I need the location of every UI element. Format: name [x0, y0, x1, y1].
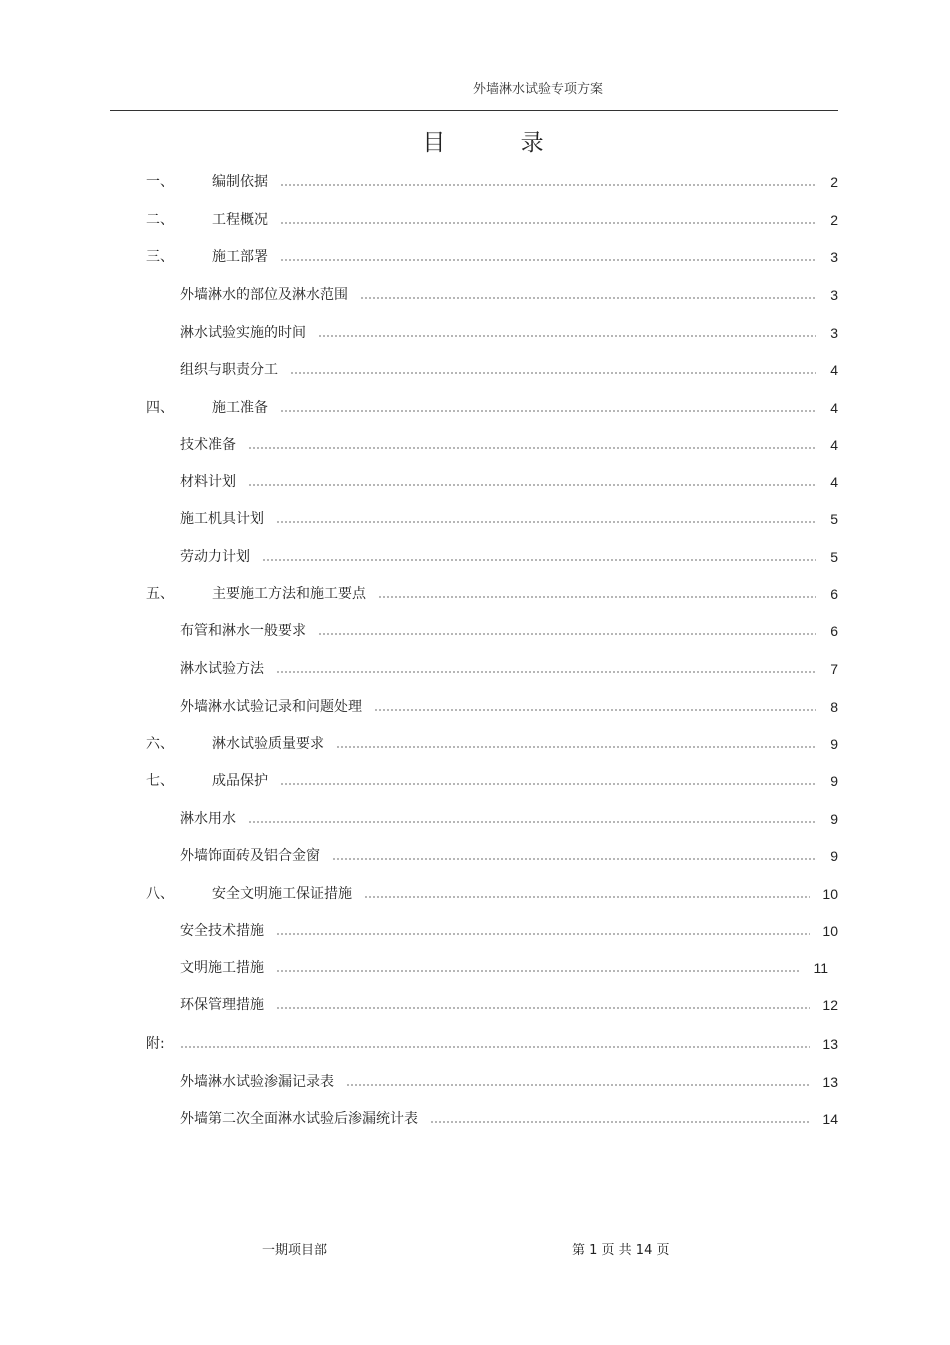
toc-entry-page: 14 [822, 1111, 838, 1127]
toc-entry-label: 外墙饰面砖及铝合金窗 [180, 848, 320, 864]
toc-entry[interactable] [146, 172, 838, 192]
page-header-title: 外墙淋水试验专项方案 [472, 82, 603, 97]
toc-entry[interactable] [146, 584, 838, 604]
toc-leader-dots [280, 783, 816, 785]
toc-entry-label: 淋水用水 [180, 811, 236, 827]
toc-entry[interactable] [180, 697, 838, 717]
toc-leader-dots [318, 335, 816, 337]
toc-entry-number: 八、 [146, 886, 174, 902]
toc-entry[interactable] [180, 921, 838, 941]
toc-entry-number: 二、 [146, 212, 174, 228]
toc-entry[interactable] [146, 398, 838, 418]
toc-entry[interactable] [180, 1072, 838, 1092]
footer-left: 一期项目部 [262, 1243, 328, 1258]
toc-entry-page: 8 [830, 699, 838, 715]
toc-entry-label: 环保管理措施 [180, 997, 264, 1013]
toc-leader-dots [364, 896, 810, 898]
toc-entry-label: 编制依据 [212, 174, 268, 190]
toc-entry[interactable] [180, 846, 838, 866]
toc-entry-label: 文明施工措施 [180, 960, 264, 976]
toc-entry[interactable] [146, 734, 838, 754]
toc-leader-dots [276, 521, 816, 523]
toc-entry-label: 外墙淋水的部位及淋水范围 [180, 287, 348, 303]
toc-leader-dots [248, 821, 816, 823]
toc-entry-number: 六、 [146, 736, 174, 752]
toc-entry-number: 附: [146, 1036, 165, 1052]
toc-leader-dots [276, 671, 816, 673]
toc-entry-page: 13 [822, 1036, 838, 1052]
toc-entry[interactable] [180, 323, 838, 343]
toc-leader-dots [318, 633, 816, 635]
toc-entry-page: 3 [830, 325, 838, 341]
toc-entry[interactable] [180, 621, 838, 641]
toc-entry[interactable] [180, 1109, 838, 1129]
toc-entry-label: 劳动力计划 [180, 549, 250, 565]
toc-entry-page: 4 [830, 362, 838, 378]
toc-heading: 目 录 [422, 130, 578, 156]
toc-entry-page: 7 [830, 661, 838, 677]
toc-leader-dots [430, 1121, 810, 1123]
toc-entry-page: 2 [830, 212, 838, 228]
toc-entry[interactable] [180, 285, 838, 305]
toc-entry-page: 2 [830, 174, 838, 190]
toc-entry-number: 四、 [146, 400, 174, 416]
toc-entry[interactable] [180, 472, 838, 492]
toc-entry[interactable] [146, 247, 838, 267]
toc-entry-label: 施工准备 [212, 400, 268, 416]
toc-entry-label: 外墙第二次全面淋水试验后渗漏统计表 [180, 1111, 418, 1127]
toc-entry[interactable] [180, 547, 838, 567]
toc-leader-dots [336, 746, 816, 748]
toc-entry-page: 13 [822, 1074, 838, 1090]
toc-entry-label: 安全文明施工保证措施 [212, 886, 352, 902]
toc-entry-label: 淋水试验方法 [180, 661, 264, 677]
toc-entry[interactable] [180, 509, 838, 529]
toc-entry-number: 五、 [146, 586, 174, 602]
toc-entry[interactable] [180, 659, 838, 679]
toc-entry[interactable] [180, 435, 838, 455]
toc-entry-page: 12 [822, 997, 838, 1013]
toc-entry[interactable] [180, 809, 838, 829]
footer-page-number: 第 1 页 共 14 页 [572, 1243, 670, 1258]
toc-entry-page: 10 [822, 923, 838, 939]
toc-entry-label: 成品保护 [212, 773, 268, 789]
toc-leader-dots [280, 184, 816, 186]
toc-entry-page: 3 [830, 249, 838, 265]
toc-entry-label: 技术准备 [180, 437, 236, 453]
toc-entry-page: 5 [830, 549, 838, 565]
toc-leader-dots [276, 1007, 810, 1009]
toc-entry-page: 4 [830, 400, 838, 416]
toc-entry-number: 一、 [146, 174, 174, 190]
toc-entry-label: 施工部署 [212, 249, 268, 265]
toc-leader-dots [248, 447, 816, 449]
toc-entry-label: 组织与职责分工 [180, 362, 278, 378]
toc-entry-number: 三、 [146, 249, 174, 265]
toc-entry[interactable] [180, 958, 828, 978]
toc-entry[interactable] [180, 995, 838, 1015]
toc-entry-page: 4 [830, 474, 838, 490]
toc-entry-label: 施工机具计划 [180, 511, 264, 527]
toc-leader-dots [180, 1046, 810, 1048]
toc-leader-dots [378, 596, 816, 598]
toc-leader-dots [280, 222, 816, 224]
toc-entry[interactable] [146, 771, 838, 791]
toc-entry[interactable] [180, 360, 838, 380]
toc-entry-number: 七、 [146, 773, 174, 789]
toc-entry-label: 外墙淋水试验记录和问题处理 [180, 699, 362, 715]
toc-entry[interactable] [146, 884, 838, 904]
toc-entry-label: 材料计划 [180, 474, 236, 490]
toc-entry-label: 外墙淋水试验渗漏记录表 [180, 1074, 334, 1090]
toc-entry-page: 11 [813, 960, 828, 976]
toc-leader-dots [290, 372, 816, 374]
toc-entry[interactable] [146, 1034, 838, 1054]
toc-entry-page: 9 [830, 773, 838, 789]
toc-entry-label: 布管和淋水一般要求 [180, 623, 306, 639]
toc-entry-page: 9 [830, 736, 838, 752]
toc-leader-dots [262, 559, 816, 561]
toc-entry-page: 6 [830, 623, 838, 639]
toc-leader-dots [280, 259, 816, 261]
toc-entry-page: 10 [822, 886, 838, 902]
toc-entry-label: 淋水试验质量要求 [212, 736, 324, 752]
toc-entry-label: 淋水试验实施的时间 [180, 325, 306, 341]
toc-entry-page: 9 [830, 811, 838, 827]
toc-leader-dots [374, 709, 816, 711]
toc-entry-page: 3 [830, 287, 838, 303]
toc-entry-label: 工程概况 [212, 212, 268, 228]
toc-entry-page: 9 [830, 848, 838, 864]
toc-leader-dots [346, 1084, 810, 1086]
toc-leader-dots [280, 410, 816, 412]
toc-entry-page: 5 [830, 511, 838, 527]
toc-leader-dots [276, 933, 810, 935]
toc-entry[interactable] [146, 210, 838, 230]
toc-leader-dots [276, 970, 801, 972]
toc-entry-page: 4 [830, 437, 838, 453]
toc-entry-page: 6 [830, 586, 838, 602]
toc-entry-label: 主要施工方法和施工要点 [212, 586, 366, 602]
toc-leader-dots [360, 297, 816, 299]
toc-leader-dots [248, 484, 816, 486]
toc-entry-label: 安全技术措施 [180, 923, 264, 939]
toc-leader-dots [332, 858, 816, 860]
